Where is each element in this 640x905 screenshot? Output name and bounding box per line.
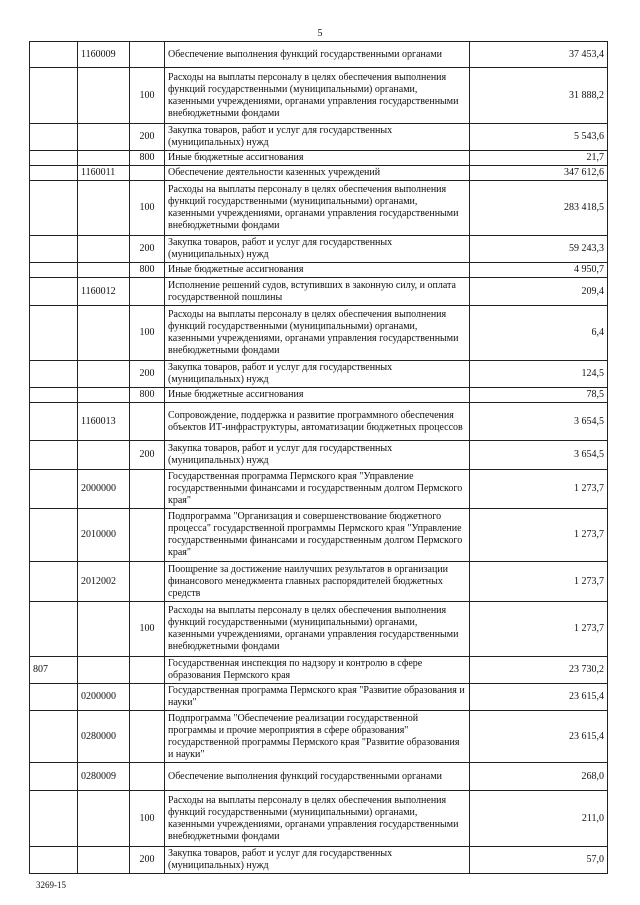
item-name: Государственная программа Пермского края "Развитие образования и науки" bbox=[165, 684, 470, 711]
department-code bbox=[30, 263, 78, 278]
department-code bbox=[30, 236, 78, 263]
table-row bbox=[30, 361, 608, 388]
budget-table-body bbox=[30, 42, 608, 874]
table-row bbox=[30, 42, 608, 68]
table-row bbox=[30, 847, 608, 874]
expense-type-code: 200 bbox=[130, 441, 165, 470]
target-article-code bbox=[78, 791, 130, 847]
amount: 1 273,7 bbox=[470, 470, 608, 509]
target-article-code bbox=[78, 124, 130, 151]
target-article-code: 0200000 bbox=[78, 684, 130, 711]
amount: 57,0 bbox=[470, 847, 608, 874]
amount: 1 273,7 bbox=[470, 562, 608, 602]
item-name: Обеспечение выполнения функций государственными органами bbox=[165, 763, 470, 791]
target-article-code bbox=[78, 263, 130, 278]
table-row bbox=[30, 151, 608, 166]
item-name: Иные бюджетные ассигнования bbox=[165, 151, 470, 166]
table-row bbox=[30, 657, 608, 684]
item-name: Закупка товаров, работ и услуг для государственных (муниципальных) нужд bbox=[165, 236, 470, 263]
item-name: Обеспечение выполнения функций государственными органами bbox=[165, 42, 470, 68]
item-name: Подпрограмма "Обеспечение реализации государственной программы и прочие мероприятия в сфере образования" государственной программы Пермского края "Развитие образования и науки" bbox=[165, 711, 470, 763]
item-name: Иные бюджетные ассигнования bbox=[165, 388, 470, 403]
target-article-code bbox=[78, 306, 130, 361]
table-row bbox=[30, 181, 608, 236]
item-name: Подпрограмма "Организация и совершенствование бюджетного процесса" государственной программы Пермского края "Управление государственными финансами и государственным долгом Пермского края" bbox=[165, 509, 470, 562]
amount: 209,4 bbox=[470, 278, 608, 306]
amount: 59 243,3 bbox=[470, 236, 608, 263]
table-row bbox=[30, 68, 608, 124]
target-article-code bbox=[78, 181, 130, 236]
page-number: 5 bbox=[317, 28, 323, 39]
item-name: Закупка товаров, работ и услуг для государственных (муниципальных) нужд bbox=[165, 361, 470, 388]
department-code bbox=[30, 470, 78, 509]
target-article-code: 2012002 bbox=[78, 562, 130, 602]
expense-type-code: 800 bbox=[130, 151, 165, 166]
department-code bbox=[30, 278, 78, 306]
expense-type-code bbox=[130, 509, 165, 562]
target-article-code bbox=[78, 657, 130, 684]
target-article-code: 1160011 bbox=[78, 166, 130, 181]
amount: 268,0 bbox=[470, 763, 608, 791]
item-name: Государственная инспекция по надзору и контролю в сфере образования Пермского края bbox=[165, 657, 470, 684]
department-code bbox=[30, 403, 78, 441]
department-code: 807 bbox=[30, 657, 78, 684]
expense-type-code: 100 bbox=[130, 791, 165, 847]
table-row bbox=[30, 791, 608, 847]
target-article-code bbox=[78, 361, 130, 388]
amount: 1 273,7 bbox=[470, 602, 608, 657]
amount: 37 453,4 bbox=[470, 42, 608, 68]
department-code bbox=[30, 684, 78, 711]
item-name: Иные бюджетные ассигнования bbox=[165, 263, 470, 278]
expense-type-code: 100 bbox=[130, 181, 165, 236]
amount: 23 615,4 bbox=[470, 711, 608, 763]
table-row bbox=[30, 278, 608, 306]
item-name: Обеспечение деятельности казенных учреждений bbox=[165, 166, 470, 181]
item-name: Поощрение за достижение наилучших результатов в организации финансового менеджмента главных распорядителей бюджетных средств bbox=[165, 562, 470, 602]
item-name: Закупка товаров, работ и услуг для государственных (муниципальных) нужд bbox=[165, 124, 470, 151]
target-article-code: 0280009 bbox=[78, 763, 130, 791]
target-article-code bbox=[78, 847, 130, 874]
department-code bbox=[30, 68, 78, 124]
item-name: Расходы на выплаты персоналу в целях обеспечения выполнения функций государственными (муниципальными) органами, казенными учреждениями, органами управления государственными внебюджетными фондами bbox=[165, 181, 470, 236]
expense-type-code bbox=[130, 657, 165, 684]
amount: 5 543,6 bbox=[470, 124, 608, 151]
item-name: Государственная программа Пермского края "Управление государственными финансами и государственным долгом Пермского края" bbox=[165, 470, 470, 509]
target-article-code bbox=[78, 151, 130, 166]
amount: 4 950,7 bbox=[470, 263, 608, 278]
department-code bbox=[30, 602, 78, 657]
department-code bbox=[30, 124, 78, 151]
department-code bbox=[30, 166, 78, 181]
item-name: Закупка товаров, работ и услуг для государственных (муниципальных) нужд bbox=[165, 847, 470, 874]
item-name: Расходы на выплаты персоналу в целях обеспечения выполнения функций государственными (муниципальными) органами, казенными учреждениями, органами управления государственными внебюджетными фондами bbox=[165, 791, 470, 847]
target-article-code bbox=[78, 388, 130, 403]
table-row bbox=[30, 306, 608, 361]
department-code bbox=[30, 791, 78, 847]
item-name: Расходы на выплаты персоналу в целях обеспечения выполнения функций государственными (муниципальными) органами, казенными учреждениями, органами управления государственными внебюджетными фондами bbox=[165, 68, 470, 124]
table-row bbox=[30, 403, 608, 441]
expense-type-code bbox=[130, 684, 165, 711]
amount: 23 730,2 bbox=[470, 657, 608, 684]
target-article-code bbox=[78, 68, 130, 124]
expense-type-code: 100 bbox=[130, 68, 165, 124]
expense-type-code: 200 bbox=[130, 236, 165, 263]
amount: 1 273,7 bbox=[470, 509, 608, 562]
table-row bbox=[30, 263, 608, 278]
amount: 347 612,6 bbox=[470, 166, 608, 181]
expense-type-code bbox=[130, 403, 165, 441]
item-name: Расходы на выплаты персоналу в целях обеспечения выполнения функций государственными (муниципальными) органами, казенными учреждениями, органами управления государственными внебюджетными фондами bbox=[165, 306, 470, 361]
target-article-code bbox=[78, 441, 130, 470]
table-row bbox=[30, 124, 608, 151]
table-row bbox=[30, 236, 608, 263]
target-article-code: 1160009 bbox=[78, 42, 130, 68]
target-article-code bbox=[78, 602, 130, 657]
expense-type-code: 800 bbox=[130, 388, 165, 403]
expense-type-code bbox=[130, 166, 165, 181]
table-row bbox=[30, 684, 608, 711]
table-row bbox=[30, 166, 608, 181]
item-name: Закупка товаров, работ и услуг для государственных (муниципальных) нужд bbox=[165, 441, 470, 470]
amount: 3 654,5 bbox=[470, 441, 608, 470]
expense-type-code: 200 bbox=[130, 361, 165, 388]
expense-type-code bbox=[130, 562, 165, 602]
table-row bbox=[30, 388, 608, 403]
table-row bbox=[30, 470, 608, 509]
department-code bbox=[30, 763, 78, 791]
department-code bbox=[30, 509, 78, 562]
amount: 78,5 bbox=[470, 388, 608, 403]
amount: 6,4 bbox=[470, 306, 608, 361]
target-article-code: 1160013 bbox=[78, 403, 130, 441]
item-name: Расходы на выплаты персоналу в целях обеспечения выполнения функций государственными (муниципальными) органами, казенными учреждениями, органами управления государственными внебюджетными фондами bbox=[165, 602, 470, 657]
table-row bbox=[30, 509, 608, 562]
department-code bbox=[30, 388, 78, 403]
amount: 21,7 bbox=[470, 151, 608, 166]
department-code bbox=[30, 847, 78, 874]
budget-table bbox=[29, 41, 608, 874]
target-article-code bbox=[78, 236, 130, 263]
department-code bbox=[30, 42, 78, 68]
amount: 23 615,4 bbox=[470, 684, 608, 711]
expense-type-code: 800 bbox=[130, 263, 165, 278]
department-code bbox=[30, 151, 78, 166]
department-code bbox=[30, 181, 78, 236]
table-row bbox=[30, 602, 608, 657]
expense-type-code: 100 bbox=[130, 306, 165, 361]
amount: 3 654,5 bbox=[470, 403, 608, 441]
expense-type-code bbox=[130, 711, 165, 763]
expense-type-code: 200 bbox=[130, 847, 165, 874]
expense-type-code bbox=[130, 42, 165, 68]
department-code bbox=[30, 441, 78, 470]
expense-type-code bbox=[130, 470, 165, 509]
department-code bbox=[30, 562, 78, 602]
expense-type-code bbox=[130, 278, 165, 306]
amount: 31 888,2 bbox=[470, 68, 608, 124]
expense-type-code bbox=[130, 763, 165, 791]
table-row bbox=[30, 441, 608, 470]
department-code bbox=[30, 711, 78, 763]
table-row bbox=[30, 711, 608, 763]
target-article-code: 0280000 bbox=[78, 711, 130, 763]
amount: 124,5 bbox=[470, 361, 608, 388]
item-name: Сопровождение, поддержка и развитие программного обеспечения объектов ИТ-инфраструктуры, автоматизации бюджетных процессов bbox=[165, 403, 470, 441]
amount: 283 418,5 bbox=[470, 181, 608, 236]
table-row bbox=[30, 763, 608, 791]
department-code bbox=[30, 306, 78, 361]
expense-type-code: 100 bbox=[130, 602, 165, 657]
footer-code: 3269-15 bbox=[36, 880, 66, 890]
item-name: Исполнение решений судов, вступивших в законную силу, и оплата государственной пошлины bbox=[165, 278, 470, 306]
department-code bbox=[30, 361, 78, 388]
table-row bbox=[30, 562, 608, 602]
expense-type-code: 200 bbox=[130, 124, 165, 151]
amount: 211,0 bbox=[470, 791, 608, 847]
target-article-code: 2010000 bbox=[78, 509, 130, 562]
target-article-code: 1160012 bbox=[78, 278, 130, 306]
target-article-code: 2000000 bbox=[78, 470, 130, 509]
